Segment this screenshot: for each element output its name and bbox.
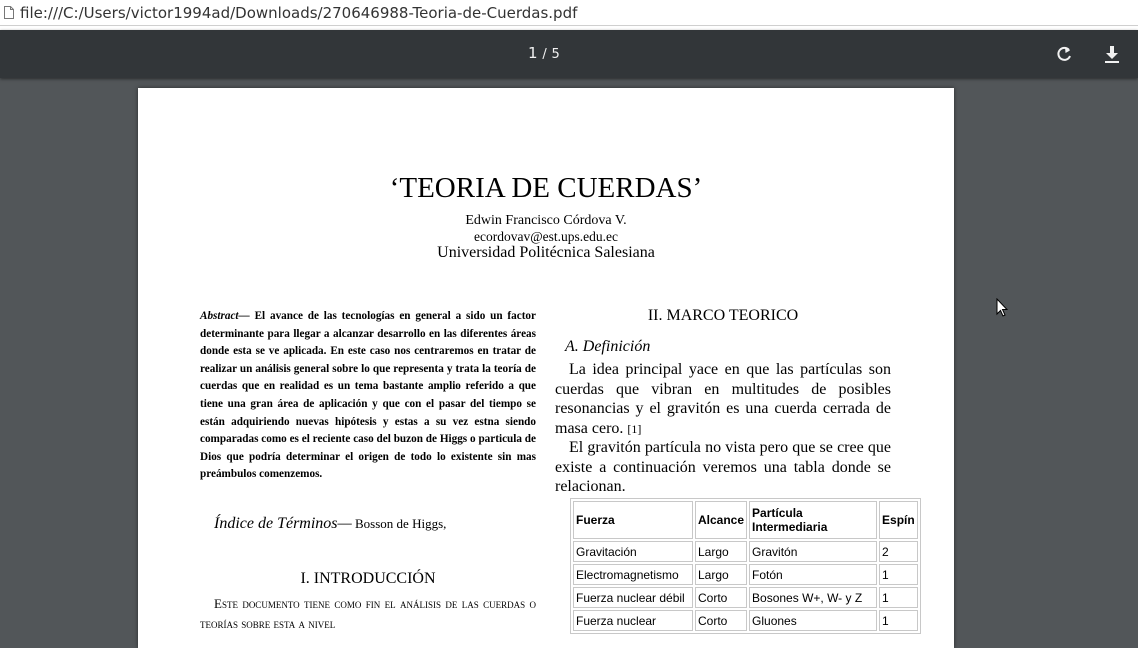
table-cell: Largo	[695, 564, 747, 585]
definition-paragraph	[555, 360, 891, 439]
index-terms-value: Bosson de Higgs,	[351, 516, 447, 531]
table-cell: 1	[879, 610, 918, 631]
index-terms-label: Índice de Términos—	[214, 515, 352, 532]
page-separator: /	[542, 47, 547, 62]
pdf-toolbar	[0, 30, 1138, 78]
table-cell: 1	[879, 587, 918, 608]
abstract-label: Abstract—	[200, 310, 250, 322]
table-header: Alcance	[695, 501, 747, 539]
intro-heading: I. INTRODUCCIÓN	[300, 570, 436, 587]
table-header: Fuerza	[573, 501, 693, 539]
table-cell: Electromagnetismo	[573, 564, 693, 585]
mouse-cursor-icon	[996, 298, 1008, 318]
page-indicator	[528, 44, 560, 62]
table-cell: Largo	[695, 541, 747, 562]
index-terms	[214, 515, 446, 533]
table-cell: Gravitón	[749, 541, 877, 562]
subsection-a-heading: A. Definición	[565, 338, 651, 355]
citation[interactable]: [1]	[627, 421, 642, 436]
intro-text: Este documento tiene como fin el análisis de las cuerdas o teorías sobre esta a nivel	[200, 596, 536, 631]
rotate-button[interactable]	[1053, 43, 1075, 65]
graviton-paragraph: El gravitón partícula no vista pero que se cree que existe a continuación veremos una tabla donde se relacionan.	[555, 439, 891, 495]
table-row	[573, 564, 918, 585]
file-icon	[4, 6, 14, 19]
table-header: Partícula Intermediaria	[749, 501, 877, 539]
author: Edwin Francisco Córdova V.	[465, 213, 627, 228]
address-bar[interactable]	[0, 0, 1138, 26]
table-cell: Corto	[695, 610, 747, 631]
table-cell: Bosones W+, W- y Z	[749, 587, 877, 608]
table-cell: Gluones	[749, 610, 877, 631]
table-cell: 1	[879, 564, 918, 585]
total-pages: 5	[551, 47, 560, 62]
table-cell: Fuerza nuclear débil	[573, 587, 693, 608]
author-email: ecordovav@est.ups.edu.ec	[473, 229, 618, 244]
table-header-row	[573, 501, 918, 539]
table-cell: Gravitación	[573, 541, 693, 562]
abstract-text: El avance de las tecnologías en general a sido un factor determinante para llegar a alcanzar desarrollo en las diferentes áreas donde esta se ve aplicada. En este caso nos centraremos en tratar de realizar un análisis general sobre lo que representa y trata la teoría de cuerdas que en realidad es un tema bastante amplio referido a que tiene una gran área de aplicación y que con el pasar del tiempo se están adquiriendo nuevas hipótesis y estas a su vez estna siendo comparadas como es el reciente caso del buzon de Higgs o particula de Dios que podría determinar el origen de todo lo existente sin mas preámbulos comenzemos.	[200, 310, 536, 481]
url-text[interactable]: file:///C:/Users/victor1994ad/Downloads/270646988-Teoria-de-Cuerdas.pdf	[20, 3, 578, 22]
rotate-icon	[1053, 43, 1075, 65]
table-header: Espín	[879, 501, 918, 539]
section2-heading: II. MARCO TEORICO	[647, 307, 799, 324]
table-row	[573, 587, 918, 608]
abstract	[200, 308, 536, 484]
forces-table	[570, 498, 921, 634]
pdf-page	[138, 88, 954, 648]
document-title: ‘TEORIA DE CUERDAS’	[389, 172, 703, 204]
current-page[interactable]: 1	[528, 44, 538, 62]
table-cell: Fotón	[749, 564, 877, 585]
table-cell: Corto	[695, 587, 747, 608]
download-icon	[1101, 43, 1123, 65]
university: Universidad Politécnica Salesiana	[437, 244, 655, 261]
para1-text: La idea principal yace en que las partículas son cuerdas que vibran en multitudes de posibles resonancias y el gravitón es una cuerda cerrada de masa cero.	[555, 361, 891, 437]
download-button[interactable]	[1101, 43, 1123, 65]
table-row	[573, 541, 918, 562]
table-row	[573, 610, 918, 631]
table-cell: Fuerza nuclear	[573, 610, 693, 631]
table-cell: 2	[879, 541, 918, 562]
